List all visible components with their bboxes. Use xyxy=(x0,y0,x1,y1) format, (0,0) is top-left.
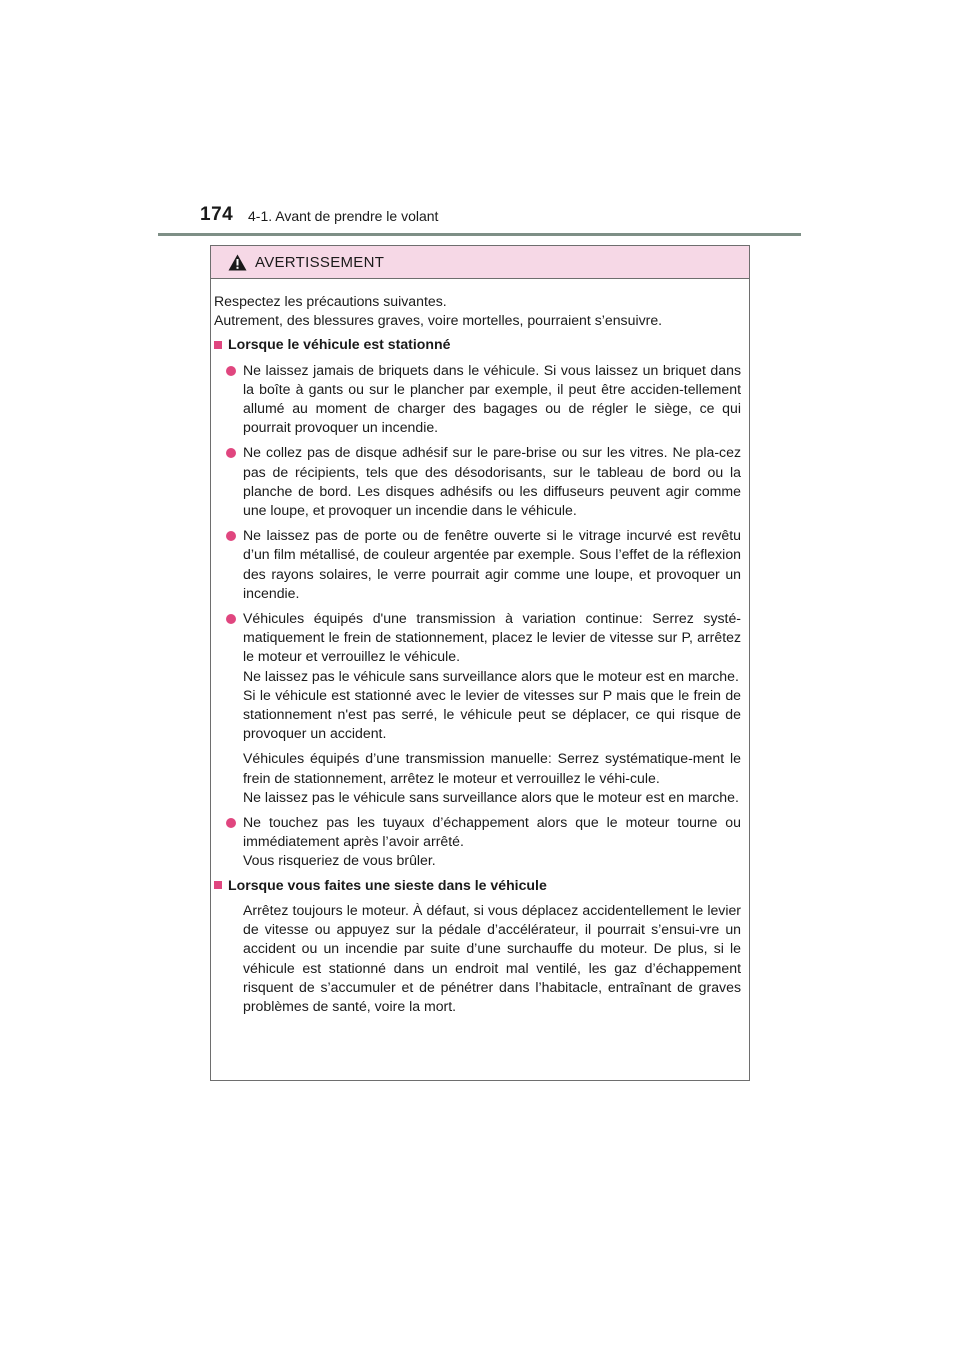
square-bullet-icon xyxy=(214,341,222,349)
round-bullet-icon xyxy=(226,818,236,828)
bullet-text: Ne laissez pas de porte ou de fenêtre ouverte si le vitrage incurvé est revêtu d’un film métallisé, de couleur argentée par exemple. Sous l’effet de la réflexion des rayons solaires, le verre pourrait agir comme une loupe, et provoquer un incendie. xyxy=(243,527,741,601)
section-title: 4-1. Avant de prendre le volant xyxy=(248,208,439,224)
bullet-text: Ne laissez pas le véhicule sans surveillance alors que le moteur est en marche. xyxy=(243,667,739,684)
round-bullet-icon xyxy=(226,448,236,458)
warning-body xyxy=(211,279,749,1016)
section-title-text: Lorsque le véhicule est stationné xyxy=(228,336,451,353)
paragraph: Arrêtez toujours le moteur. À défaut, si vous déplacez accidentellement le levier de vitesse ou appuyez sur la pédale d’accélérateur, il pourrait s’ensui-vre un accident ou un incendie par suite d’une surchauffe du moteur. De plus, si le véhicule est stationné dans un endroit mal ventilé, les gaz d’échappement risquent de s’accumuler et de pénétrer dans l’habitacle, entraînant de graves problèmes de santé, voire la mort. xyxy=(243,901,741,1014)
section-parked xyxy=(214,335,741,870)
section-nap xyxy=(214,876,741,1016)
bullet-text: Véhicules équipés d'une transmission à variation continue: Serrez systé-matiquement le frein de stationnement, placez le levier de vitesse sur P, arrêtez le moteur et verrouillez le véhicule. xyxy=(243,610,741,665)
warning-header xyxy=(211,246,749,279)
bullet-text: Ne collez pas de disque adhésif sur le pare-brise ou sur les vitres. Ne pla-cez pas de récipients, tels que des désodorisants, sur le tableau de bord ou la planche de bord. Les disques adhésifs ou les diffuseurs peuvent agir comme une loupe, et provoquer un incendie dans le véhicule. xyxy=(243,444,741,519)
intro-line: Respectez les précautions suivantes. xyxy=(214,293,447,309)
list-item xyxy=(214,526,741,603)
bullet-text: Véhicules équipés d’une transmission manuelle: Serrez systématique-ment le frein de stationnement, arrêtez le moteur et verrouillez le véhi-cule. xyxy=(243,750,741,786)
round-bullet-icon xyxy=(226,366,236,376)
section-heading xyxy=(214,876,741,895)
list-item xyxy=(214,609,741,743)
list-item xyxy=(214,813,741,871)
bullet-text: Ne laissez pas le véhicule sans surveillance alors que le moteur est en marche. xyxy=(243,788,739,805)
list-item xyxy=(214,443,741,520)
warning-title: AVERTISSEMENT xyxy=(255,253,385,271)
list-item-continuation xyxy=(214,749,741,807)
section-text xyxy=(214,901,741,1016)
page-number: 174 xyxy=(200,204,234,225)
bullet-text: Si le véhicule est stationné avec le levier de vitesses sur P mais que le frein de stationnement n'est pas serré, le véhicule peut se déplacer, ce qui risque de provoquer un accident. xyxy=(243,686,741,742)
list-item xyxy=(214,361,741,438)
intro-line: Autrement, des blessures graves, voire mortelles, pourraient s’ensuivre. xyxy=(214,312,663,329)
section-title-text: Lorsque vous faites une sieste dans le véhicule xyxy=(228,876,547,893)
warning-intro xyxy=(214,292,741,330)
warning-triangle-icon xyxy=(228,254,247,271)
round-bullet-icon xyxy=(226,614,236,624)
bullet-text: Ne touchez pas les tuyaux d’échappement alors que le moteur tourne ou immédiatement après l’avoir arrêté. xyxy=(243,814,741,850)
bullet-text: Ne laissez jamais de briquets dans le véhicule. Si vous laissez un briquet dans la boîte à gants ou sur le plancher par exemple, il peut être acciden-tellement allumé au moment de charger des bagages ou de régler le siège, ce qui pourrait provoquer un incendie. xyxy=(243,361,741,436)
section-heading xyxy=(214,335,741,354)
round-bullet-icon xyxy=(226,531,236,541)
square-bullet-icon xyxy=(214,881,222,889)
header-rule xyxy=(158,233,801,236)
warning-box xyxy=(210,245,750,1081)
bullet-text: Vous risqueriez de vous brûler. xyxy=(243,852,436,869)
